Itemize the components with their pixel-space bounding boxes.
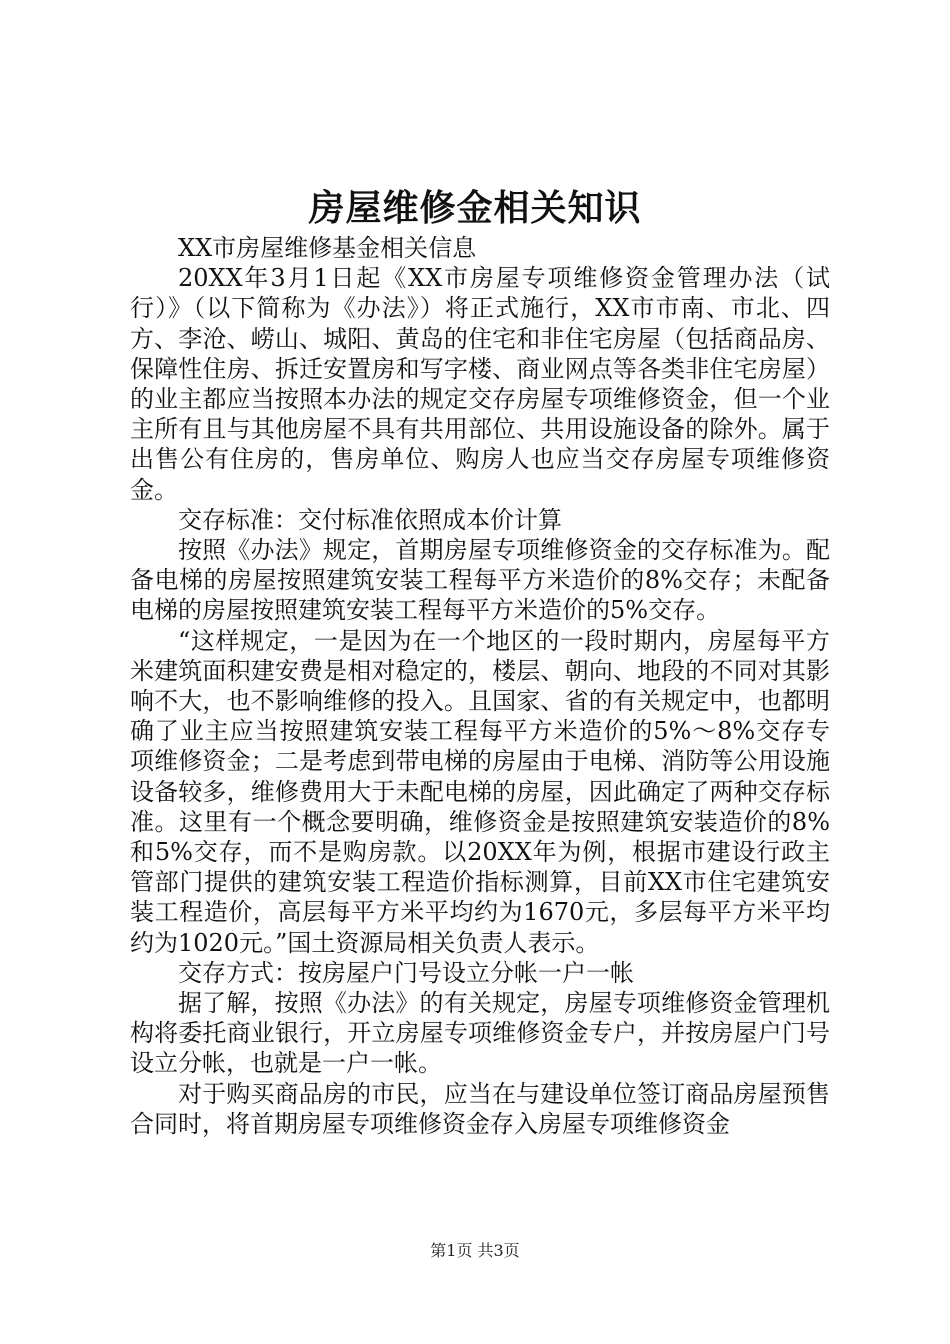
section-heading-method: 交存方式：按房屋户门号设立分帐一户一帐 [178, 958, 634, 987]
paragraph-quote: “这样规定，一是因为在一个地区的一段时期内，房屋每平方米建筑面积建安费是相对稳定的，楼层、朝向、地段的不同对其影响不大，也不影响维修的投入。且国家、省的有关规定中，也都明确了业主应当按照建筑安装工程每平方米造价的5%～8%交存专项维修资金；二是考虑到带电梯的房屋由于电梯、消防等公用设施设备较多，维修费用大于未配电梯的房屋，因此确定了两种交存标准。这里有一个概念要明确，维修资金是按照建筑安装造价的8%和5%交存，而不是购房款。以20XX年为例，根据市建设行政主管部门提供的建筑安装工程造价指标测算，目前XX市住宅建筑安装工程造价，高层每平方米平均约为1670元，多层每平方米平均约为1020元。”国土资源局相关负责人表示。 [130, 626, 830, 957]
paragraph-intro: 20XX年3月1日起《XX市房屋专项维修资金管理办法（试行）》（以下简称为《办法》）将正式施行，XX市市南、市北、四方、李沧、崂山、城阳、黄岛的住宅和非住宅房屋（包括商品房、保障性住房、拆迁安置房和写字楼、商业网点等各类非住宅房屋）的业主都应当按照本办法的规定交存房屋专项维修资金，但一个业主所有且与其他房屋不具有共用部位、共用设施设备的除外。属于出售公有住房的，售房单位、购房人也应当交存房屋专项维修资金。 [130, 264, 830, 504]
document-title: 房屋维修金相关知识 [308, 187, 642, 229]
paragraph-subtitle: XX市房屋维修基金相关信息 [178, 234, 477, 262]
paragraph-standard: 按照《办法》规定，首期房屋专项维修资金的交存标准为。配备电梯的房屋按照建筑安装工程每平方米造价的8%交存；未配备电梯的房屋按照建筑安装工程每平方米造价的5%交存。 [130, 536, 830, 625]
section-heading-standard: 交存标准：交付标准依照成本价计算 [178, 505, 562, 534]
paragraph-method: 据了解，按照《办法》的有关规定，房屋专项维修资金管理机构将委托商业银行，开立房屋专项维修资金专户，并按房屋户门号设立分帐，也就是一户一帐。 [130, 989, 830, 1078]
page-number-footer: 第1页 共3页 [430, 1241, 520, 1260]
document-body [130, 233, 830, 1139]
paragraph-buyers: 对于购买商品房的市民，应当在与建设单位签订商品房屋预售合同时，将首期房屋专项维修资金存入房屋专项维修资金 [130, 1079, 830, 1138]
